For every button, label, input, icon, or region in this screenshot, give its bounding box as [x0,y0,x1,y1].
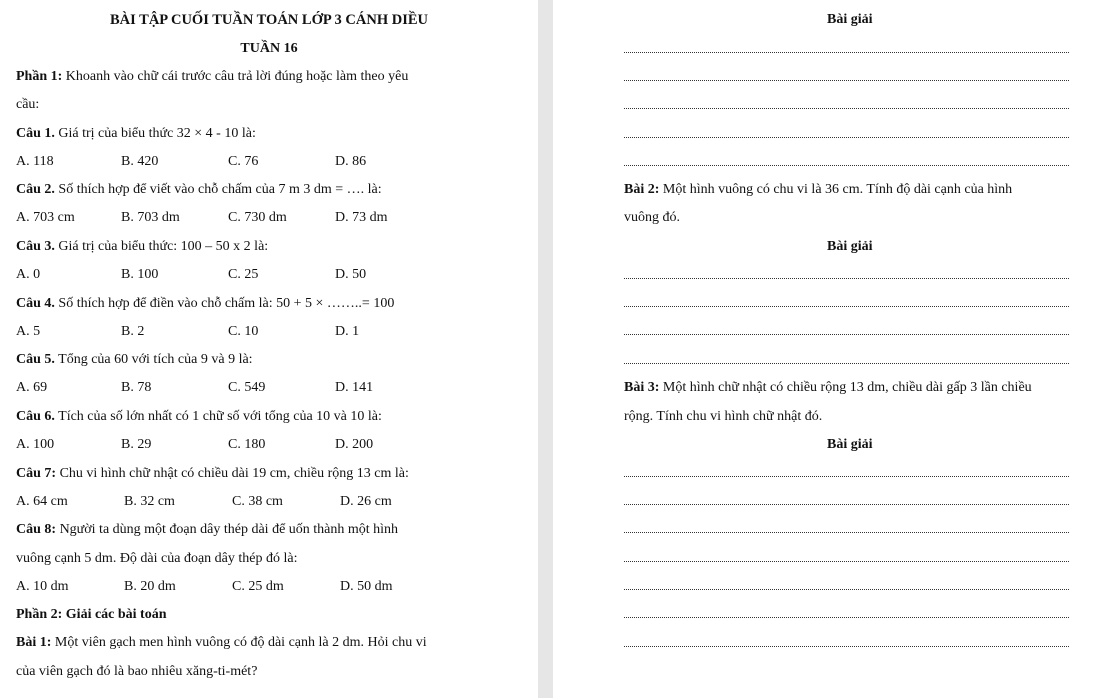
worksheet-title: BÀI TẬP CUỐI TUẦN TOÁN LỚP 3 CÁNH DIỀU [110,12,428,28]
solution-heading: Bài giải [827,437,873,452]
option[interactable]: B. 420 [121,154,159,169]
option[interactable]: D. 86 [335,154,367,169]
option[interactable]: D. 73 dm [335,210,388,225]
question-8 [16,521,398,539]
option[interactable]: C. 549 [228,380,266,395]
question-text: Giá trị của biểu thức 32 × 4 - 10 là: [58,126,256,141]
question-text: Tổng của 60 với tích của 9 và 9 là: [58,352,253,367]
answer-line[interactable] [624,589,1069,590]
answer-line[interactable] [624,561,1069,562]
answer-line[interactable] [624,80,1069,81]
question-label: Câu 4. [16,296,55,311]
option[interactable]: B. 20 dm [124,579,176,594]
part2-title: Phần 2: Giải các bài toán [16,607,167,622]
right-page [553,0,1100,698]
option[interactable]: C. 730 dm [228,210,287,225]
option[interactable]: A. 703 cm [16,210,75,225]
option[interactable]: C. 180 [228,437,266,452]
option[interactable]: A. 10 dm [16,579,69,594]
option[interactable]: B. 29 [121,437,152,452]
option[interactable]: A. 0 [16,267,41,282]
part1-text-line2: cầu: [16,97,40,112]
week-title: TUẦN 16 [240,41,298,56]
question-2 [16,181,382,199]
option[interactable]: A. 69 [16,380,48,395]
option[interactable]: D. 26 cm [340,494,392,509]
question-6 [16,408,382,426]
problem-2 [624,181,1012,199]
problem-label: Bài 2: [624,182,660,197]
option[interactable]: A. 64 cm [16,494,68,509]
problem-label: Bài 1: [16,635,52,650]
problem-label: Bài 3: [624,380,660,395]
question-label: Câu 6. [16,409,55,424]
question-label: Câu 7: [16,466,57,481]
left-page [0,0,538,698]
question-text: Số thích hợp để viết vào chỗ chấm của 7 m 3 dm = …. là: [58,182,382,197]
question-text-line2: vuông cạnh 5 dm. Độ dài của đoạn dây thép đó là: [16,551,298,566]
option[interactable]: C. 10 [228,324,259,339]
question-label: Câu 2. [16,182,55,197]
option[interactable]: A. 100 [16,437,55,452]
question-label: Câu 8: [16,522,57,537]
problem-3 [624,379,1032,397]
question-text: Tích của số lớn nhất có 1 chữ số với tổng của 10 và 10 là: [58,409,382,424]
question-text: Giá trị của biểu thức: 100 – 50 x 2 là: [58,239,269,254]
question-4 [16,295,394,313]
solution-heading: Bài giải [827,12,873,27]
question-label: Câu 3. [16,239,55,254]
option[interactable]: B. 2 [121,324,145,339]
answer-line[interactable] [624,165,1069,166]
question-3 [16,238,268,256]
option[interactable]: B. 78 [121,380,152,395]
question-1 [16,125,256,143]
problem-text: Một hình vuông có chu vi là 36 cm. Tính độ dài cạnh của hình [662,182,1013,197]
answer-line[interactable] [624,108,1069,109]
question-5 [16,351,253,369]
option[interactable]: D. 50 [335,267,367,282]
answer-line[interactable] [624,476,1069,477]
part1-text: Khoanh vào chữ cái trước câu trả lời đúng hoặc làm theo yêu [65,69,409,84]
solution-heading: Bài giải [827,239,873,254]
option[interactable]: D. 200 [335,437,374,452]
problem-text: Một viên gạch men hình vuông có độ dài cạnh là 2 dm. Hỏi chu vi [54,635,427,650]
option[interactable]: C. 25 [228,267,259,282]
answer-line[interactable] [624,363,1069,364]
question-text: Người ta dùng một đoạn dây thép dài để uốn thành một hình [59,522,399,537]
problem-text: Một hình chữ nhật có chiều rộng 13 dm, chiều dài gấp 3 lần chiều [662,380,1032,395]
answer-line[interactable] [624,334,1069,335]
option[interactable]: A. 5 [16,324,41,339]
problem-1 [16,634,427,652]
option[interactable]: B. 703 dm [121,210,180,225]
answer-line[interactable] [624,617,1069,618]
option[interactable]: B. 32 cm [124,494,175,509]
option[interactable]: B. 100 [121,267,159,282]
part1-label: Phần 1: [16,69,63,84]
question-label: Câu 5. [16,352,55,367]
part1-instruction [16,68,408,86]
answer-line[interactable] [624,646,1069,647]
problem-text-line2: rộng. Tính chu vi hình chữ nhật đó. [624,409,823,424]
problem-text-line2: vuông đó. [624,210,680,225]
answer-line[interactable] [624,504,1069,505]
answer-line[interactable] [624,306,1069,307]
question-label: Câu 1. [16,126,55,141]
answer-line[interactable] [624,532,1069,533]
option[interactable]: A. 118 [16,154,54,169]
answer-line[interactable] [624,278,1069,279]
problem-text-line2: của viên gạch đó là bao nhiêu xăng-ti-mét? [16,664,258,679]
question-7 [16,465,409,483]
option[interactable]: C. 25 dm [232,579,284,594]
question-text: Số thích hợp để điền vào chỗ chấm là: 50 + 5 × ……..= 100 [58,296,395,311]
option[interactable]: D. 50 dm [340,579,393,594]
option[interactable]: D. 1 [335,324,360,339]
question-text: Chu vi hình chữ nhật có chiều dài 19 cm, chiều rộng 13 cm là: [59,466,409,481]
answer-line[interactable] [624,137,1069,138]
answer-line[interactable] [624,52,1069,53]
option[interactable]: D. 141 [335,380,374,395]
option[interactable]: C. 76 [228,154,259,169]
option[interactable]: C. 38 cm [232,494,283,509]
